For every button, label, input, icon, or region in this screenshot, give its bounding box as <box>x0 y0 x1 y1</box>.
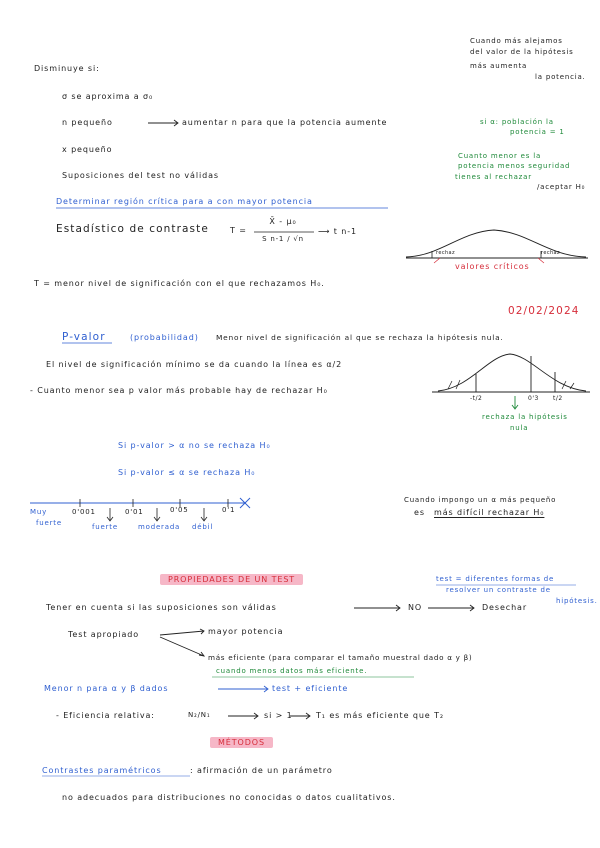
test-apropiado: Test apropiado <box>68 630 140 639</box>
side-mid-1: Cuando impongo un α más pequeño <box>404 496 557 504</box>
curve2-cutoffs <box>476 356 555 392</box>
rule-reject: Si p-valor ≤ α se rechaza H₀ <box>118 468 256 477</box>
region-title: Determinar región crítica para a con mayor potencia <box>56 197 313 206</box>
curve2-mid-label: 0'3 <box>528 395 539 402</box>
scale-cat-moderada: moderada <box>138 523 181 531</box>
mas-eficiente: más eficiente (para comparar el tamaño muestral dado α y β) <box>208 653 473 662</box>
test-def-3: hipótesis. <box>556 597 598 605</box>
no-label: NO <box>408 603 423 612</box>
green-note-3: Cuanto menor es la <box>458 152 542 160</box>
curve2-left-label: -t/2 <box>470 395 483 402</box>
side-note-4: la potencia. <box>535 73 586 81</box>
reject-note-1: rechaza la hipótesis <box>482 413 568 421</box>
arrow-mas-eficiente <box>160 637 204 656</box>
menor-n: Menor n para α y β dados <box>44 684 169 693</box>
contrastes-parametricos: Contrastes paramétricos <box>42 766 162 775</box>
formula-distribution: ⟶ t n-1 <box>318 227 358 236</box>
disminuye-item-n-action: aumentar n para que la potencia aumente <box>182 118 388 127</box>
test-def-2: resolver un contraste de <box>446 586 551 594</box>
scale-tick-0001: 0'001 <box>72 508 96 516</box>
disminuye-heading: Disminuye si: <box>34 64 100 73</box>
desechar-label: Desechar <box>482 603 528 612</box>
no-adecuados: no adecuados para distribuciones no conocidas o datos cualitativos. <box>62 793 396 802</box>
green-note-5: tienes al rechazar <box>455 173 532 181</box>
reject-note-2: nula <box>510 424 529 432</box>
pvalor-desc: Menor nivel de significación al que se rechaza la hipótesis nula. <box>216 333 504 342</box>
pvalor-title: P-valor <box>62 331 106 343</box>
side-mid-2b: más difícil rechazar H₀ <box>434 508 545 517</box>
curve2-right-label: t/2 <box>553 395 563 402</box>
green-note-2: potencia = 1 <box>510 128 565 136</box>
curve1-right-label: rechaz <box>541 250 561 256</box>
side-note-1: Cuando más alejamos <box>470 37 563 45</box>
green-note-6: /aceptar H₀ <box>537 183 586 191</box>
test-def-1: test = diferentes formas de <box>436 575 555 583</box>
curve1 <box>406 230 586 257</box>
scale-tick-muy: Muy <box>30 508 48 516</box>
side-note-3: más aumenta <box>470 62 528 70</box>
scale-cat-debil: débil <box>192 523 214 531</box>
curve1-cutoffs <box>432 251 541 258</box>
metodos-title-text: MÉTODOS <box>210 737 273 748</box>
date: 02/02/2024 <box>508 305 580 317</box>
scale-arrows <box>110 508 204 520</box>
side-note-2: del valor de la hipótesis <box>470 48 574 56</box>
disminuye-item-n: n pequeño <box>62 118 113 127</box>
scale-tick-01: 0'1 <box>222 506 236 514</box>
eficiencia-relativa: - Eficiencia relativa: <box>56 711 155 720</box>
disminuye-item-suposiciones: Suposiciones del test no válidas <box>62 171 219 180</box>
t-definition: T = menor nivel de significación con el que rechazamos H₀. <box>34 279 325 288</box>
test-eficiente: test + eficiente <box>272 684 349 693</box>
eficiencia-frac: N₂/N₁ <box>188 711 211 719</box>
critical-values-label: valores críticos <box>455 262 530 271</box>
scale-tick-001: 0'01 <box>125 508 144 516</box>
mayor-potencia: mayor potencia <box>208 627 284 636</box>
propiedades-title-text: PROPIEDADES DE UN TEST <box>160 574 303 585</box>
green-menos-datos: cuando menos datos más eficiente. <box>216 667 368 675</box>
formula-numerator: X̄ - μ₀ <box>269 217 297 226</box>
curve1-critical-arrows <box>434 258 544 263</box>
disminuye-item-x: x pequeño <box>62 145 113 154</box>
rule-no-reject: Si p-valor > α no se rechaza H₀ <box>118 441 271 450</box>
arrow-mayor-potencia <box>160 631 204 635</box>
pvalor-line2: El nivel de significación mínimo se da cuando la línea es α/2 <box>46 360 343 369</box>
green-note-4: potencia menos seguridad <box>458 162 571 170</box>
green-note-1: si α: población la <box>480 118 554 126</box>
scale-cat-fuerte: fuerte <box>92 523 118 531</box>
scale-cat-muy-fuerte: fuerte <box>36 519 62 527</box>
eficiencia-cond: si > 1 <box>264 711 293 720</box>
curve1-left-label: rechaz <box>436 250 456 256</box>
disminuye-item-sigma: σ se aproxima a σ₀ <box>62 92 154 101</box>
contrastes-def: : afirmación de un parámetro <box>190 766 333 775</box>
pvalor-paren: (probabilidad) <box>130 333 199 342</box>
formula-denominator: S n-1 / √n <box>262 235 304 243</box>
side-mid-2a: es <box>414 508 425 517</box>
scale-tick-005: 0'05 <box>170 506 189 514</box>
tener-en-cuenta: Tener en cuenta si las suposiciones son válidas <box>46 603 277 612</box>
eficiencia-result: T₁ es más eficiente que T₂ <box>316 711 444 720</box>
pvalor-line3: - Cuanto menor sea p valor más probable hay de rechazar H₀ <box>30 386 328 395</box>
formula-t: T = <box>230 226 247 235</box>
stat-label: Estadístico de contraste <box>56 223 209 235</box>
